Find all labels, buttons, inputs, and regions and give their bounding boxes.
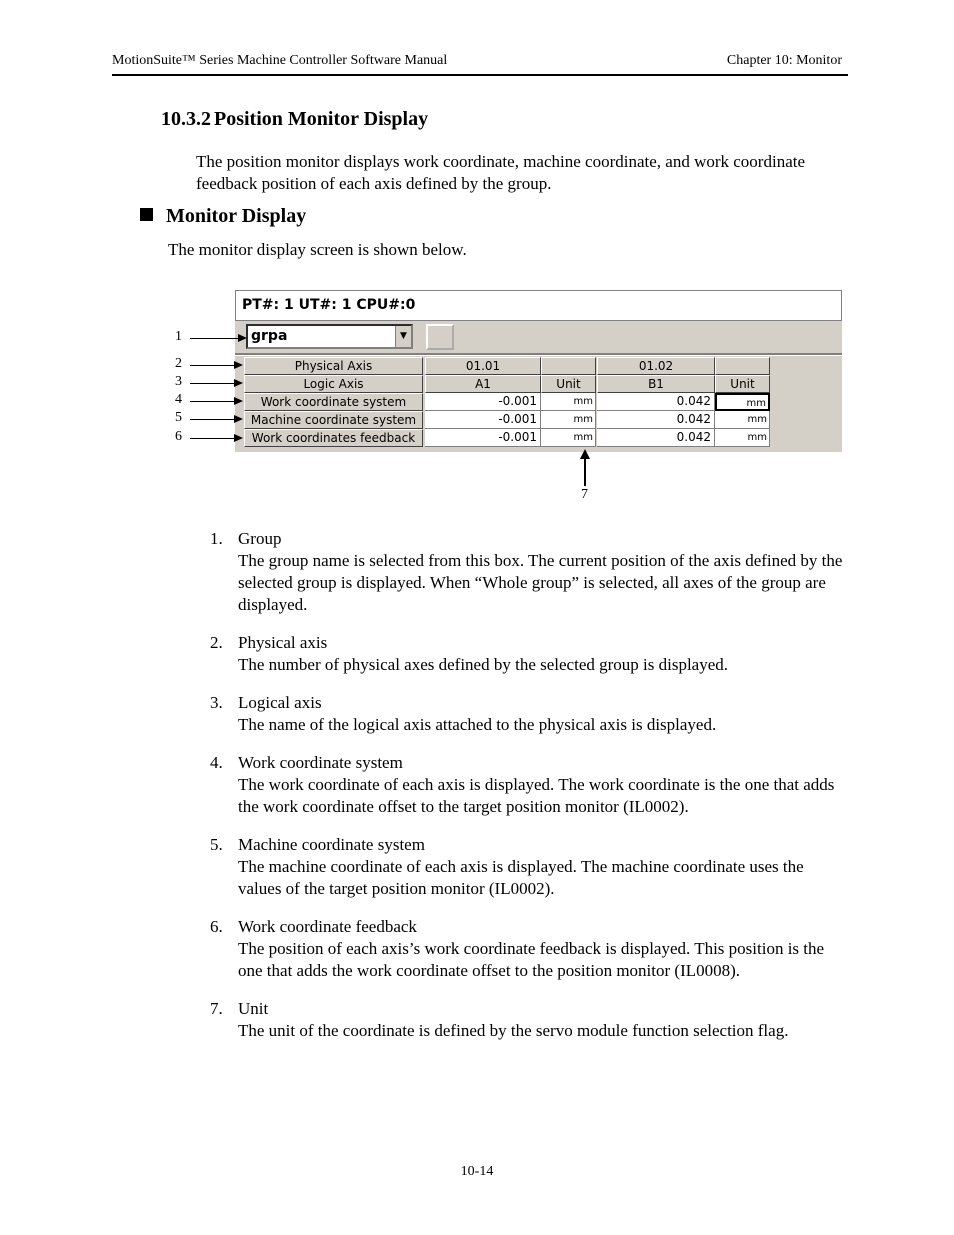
status-bar xyxy=(235,290,842,321)
item-description: The name of the logical axis attached to the physical axis is displayed. xyxy=(238,715,717,734)
axis2-machine-unit: mm xyxy=(715,411,770,429)
section-heading xyxy=(140,108,428,131)
item-title: Group xyxy=(238,529,282,548)
axis1-logic: A1 xyxy=(425,375,541,393)
item-title: Work coordinate feedback xyxy=(238,917,417,936)
callout-5: 5 xyxy=(175,410,182,425)
item-number: 6. xyxy=(210,917,223,936)
list-item xyxy=(210,692,850,736)
item-number: 1. xyxy=(210,529,223,548)
chevron-down-icon[interactable]: ▼ xyxy=(395,326,411,347)
item-number: 5. xyxy=(210,835,223,854)
list-item xyxy=(210,834,850,900)
item-title: Machine coordinate system xyxy=(238,835,425,854)
page-number: 10-14 xyxy=(460,1164,494,1179)
arrow-right-icon xyxy=(234,415,243,423)
axis1-feedback-unit: mm xyxy=(541,429,596,447)
callout-3: 3 xyxy=(175,374,182,389)
subsection-title: Monitor Display xyxy=(166,205,307,227)
row-header-logic-axis[interactable]: Logic Axis xyxy=(244,375,423,393)
axis1-machine-value: -0.001 xyxy=(425,411,541,429)
item-description: The work coordinate of each axis is displayed. The work coordinate is the one that adds the work coordinate offset to the target position monitor (IL0002). xyxy=(238,775,835,816)
description-list xyxy=(210,528,850,1058)
callout-4-line xyxy=(190,401,234,402)
running-header-title: MotionSuite™ Series Machine Controller Software Manual xyxy=(112,53,448,68)
callout-4: 4 xyxy=(175,392,182,407)
group-select[interactable] xyxy=(246,324,413,349)
axis2-physical: 01.02 xyxy=(597,357,715,375)
list-item xyxy=(210,998,850,1042)
monitor-screenshot xyxy=(235,290,842,452)
item-description: The unit of the coordinate is defined by the servo module function selection flag. xyxy=(238,1021,789,1040)
group-select-value: grpa xyxy=(251,328,288,344)
axis2-unit-header: Unit xyxy=(715,375,770,393)
item-number: 3. xyxy=(210,693,223,712)
item-description: The position of each axis’s work coordinate feedback is displayed. This position is the one that adds the work coordinate offset to the position monitor (IL0008). xyxy=(238,939,825,980)
item-title: Work coordinate system xyxy=(238,753,403,772)
item-title: Unit xyxy=(238,999,269,1018)
callout-7-line xyxy=(584,458,586,486)
subsection-heading xyxy=(140,205,306,228)
callout-6-line xyxy=(190,438,234,439)
list-item xyxy=(210,752,850,818)
list-item xyxy=(210,632,850,676)
running-header-chapter: Chapter 10: Monitor xyxy=(726,53,842,68)
row-header-work-coordinate[interactable]: Work coordinate system xyxy=(244,393,423,411)
axis1-machine-unit: mm xyxy=(541,411,596,429)
row-header-work-feedback[interactable]: Work coordinates feedback xyxy=(244,429,423,447)
axis2-work-value: 0.042 xyxy=(597,393,715,411)
axis2-work-unit[interactable]: mm xyxy=(715,393,770,411)
status-text: PT#: 1 UT#: 1 CPU#:0 xyxy=(242,297,416,313)
axis1-work-unit: mm xyxy=(541,393,596,411)
callout-5-line xyxy=(190,419,234,420)
item-number: 2. xyxy=(210,633,223,652)
arrow-right-icon xyxy=(238,334,247,342)
callout-1-line xyxy=(190,338,238,339)
callout-2-line xyxy=(190,365,234,366)
section-number: 10.3.2 xyxy=(161,108,211,130)
arrow-right-icon xyxy=(234,397,243,405)
axis1-work-value: -0.001 xyxy=(425,393,541,411)
item-number: 4. xyxy=(210,753,223,772)
row-header-machine-coordinate[interactable]: Machine coordinate system xyxy=(244,411,423,429)
callout-1: 1 xyxy=(175,329,182,344)
arrow-right-icon xyxy=(234,434,243,442)
section-title: Position Monitor Display xyxy=(214,108,429,130)
arrow-right-icon xyxy=(234,379,243,387)
section-intro: The position monitor displays work coordinate, machine coordinate, and work coordinate feedback position of each axis defined by the group. xyxy=(196,152,806,193)
axis1-feedback-value: -0.001 xyxy=(425,429,541,447)
item-description: The machine coordinate of each axis is displayed. The machine coordinate uses the values of the target position monitor (IL0002). xyxy=(238,857,804,898)
item-title: Logical axis xyxy=(238,693,322,712)
item-description: The group name is selected from this box. The current position of the axis defined by the selected group is displayed. When “Whole group” is selected, all axes of the group are displayed. xyxy=(238,551,843,614)
row-header-physical-axis[interactable]: Physical Axis xyxy=(244,357,423,375)
arrow-right-icon xyxy=(234,361,243,369)
callout-6: 6 xyxy=(175,429,182,444)
callout-3-line xyxy=(190,383,234,384)
axis1-physical-blank xyxy=(541,357,596,375)
axis2-feedback-value: 0.042 xyxy=(597,429,715,447)
square-bullet-icon xyxy=(140,208,153,221)
item-title: Physical axis xyxy=(238,633,328,652)
subsection-lead: The monitor display screen is shown below. xyxy=(168,240,467,259)
axis2-logic: B1 xyxy=(597,375,715,393)
axis1-physical: 01.01 xyxy=(425,357,541,375)
item-number: 7. xyxy=(210,999,223,1018)
axis1-unit-header: Unit xyxy=(541,375,596,393)
toolbar-button[interactable] xyxy=(426,324,454,350)
header-rule xyxy=(112,74,848,76)
item-description: The number of physical axes defined by the selected group is displayed. xyxy=(238,655,729,674)
list-item xyxy=(210,528,850,616)
list-item xyxy=(210,916,850,982)
callout-2: 2 xyxy=(175,356,182,371)
axis2-feedback-unit: mm xyxy=(715,429,770,447)
axis2-physical-blank xyxy=(715,357,770,375)
callout-7: 7 xyxy=(581,487,588,502)
axis2-machine-value: 0.042 xyxy=(597,411,715,429)
